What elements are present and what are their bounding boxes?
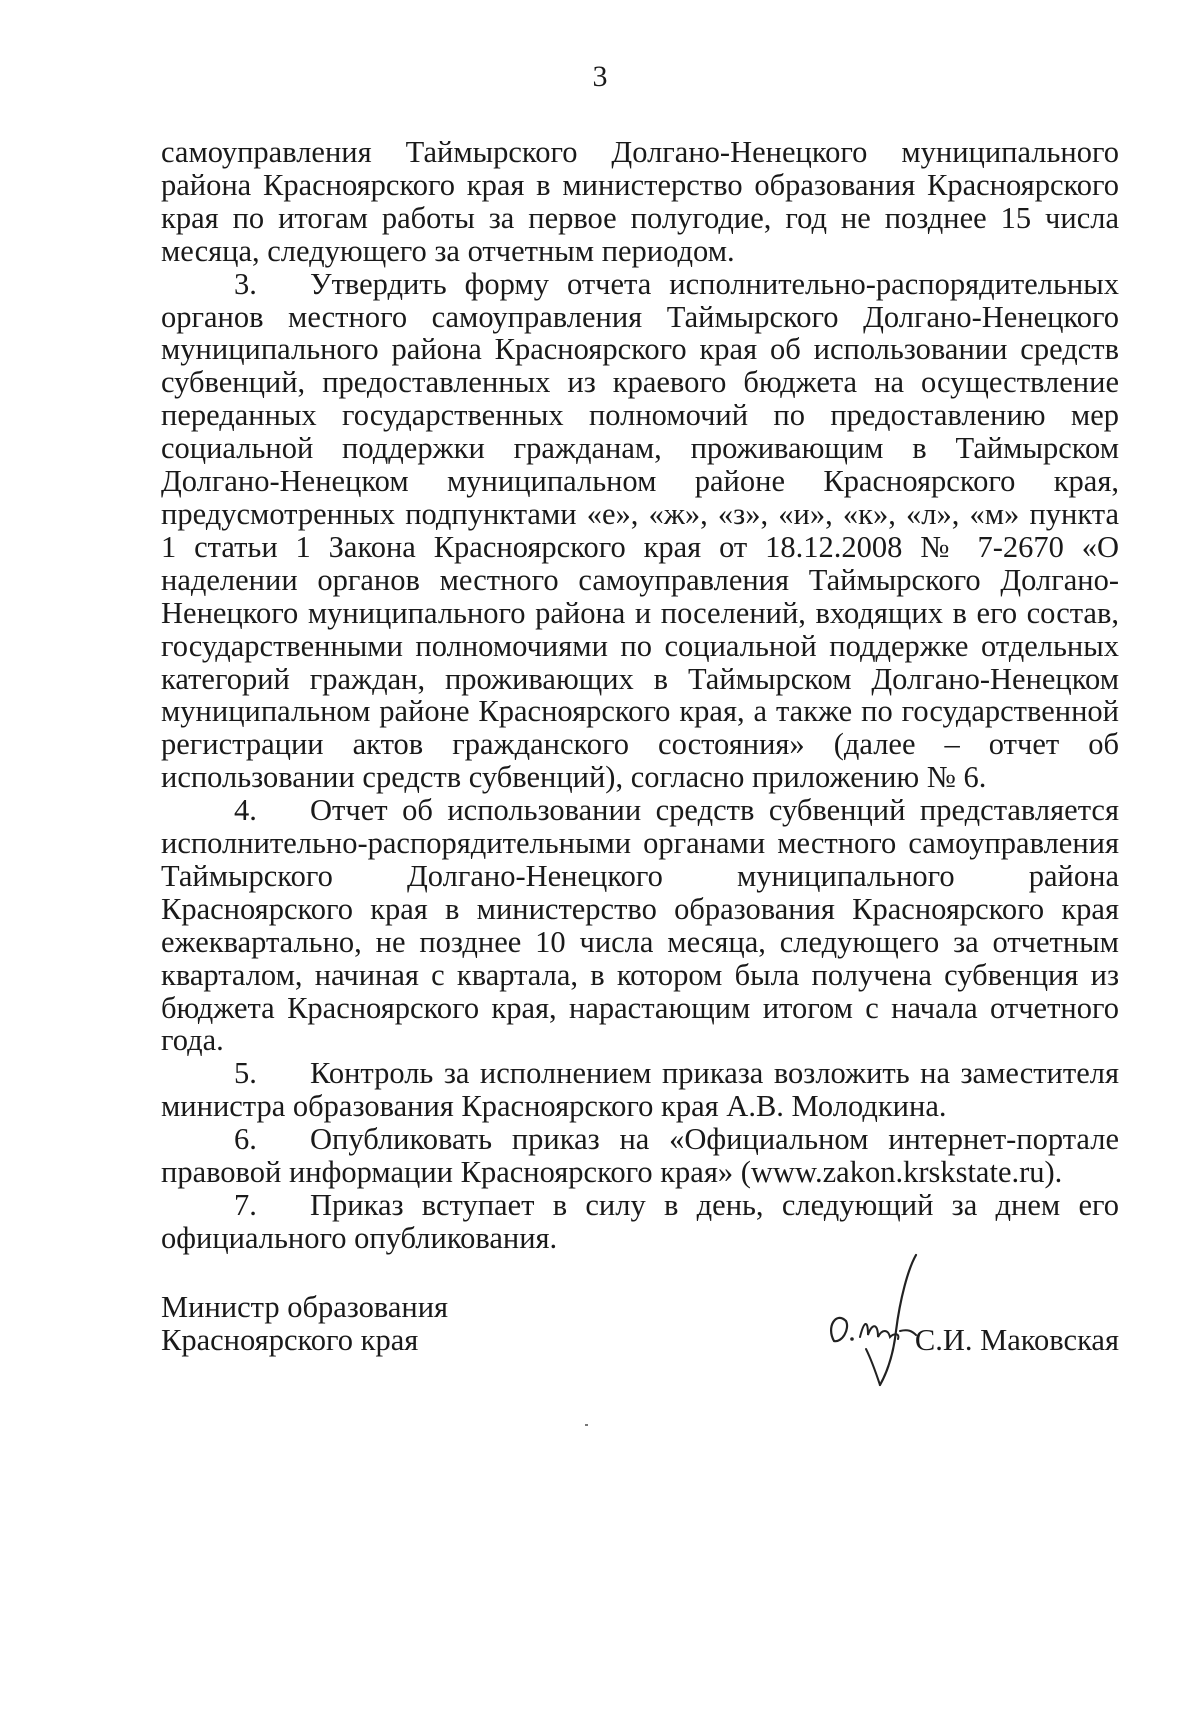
scan-speck bbox=[585, 1424, 588, 1426]
paragraph-item-7 bbox=[161, 1189, 1119, 1255]
paragraph-item-5 bbox=[161, 1057, 1119, 1123]
paragraph-text: Утвердить форму отчета исполнительно-распорядительных органов местного самоуправления Таймырского Долгано-Ненецкого муниципального района Красноярского края об использовании средств субвенций, предоставленных из краевого бюджета на осуществление переданных государственных полномочий по предоставлению мер социальной поддержки гражданам, проживающим в Таймырском Долгано-Ненецком муниципальном районе Красноярского края, предусмотренных подпунктами «е», «ж», «з», «и», «к», «л», «м» пункта 1 статьи 1 Закона Красноярского края от 18.12.2008 № 7-2670 «О наделении органов местного самоуправления Таймырского Долгано-Ненецкого муниципального района и поселений, входящих в его состав, государственными полномочиями по социальной поддержке отдельных категорий граждан, проживающих в Таймырском Долгано-Ненецком муниципальном районе Красноярского края, а также по государственной регистрации актов гражданского состояния» (далее – отчет об использовании средств субвенций), согласно приложению № 6. bbox=[161, 266, 1119, 795]
document-body bbox=[161, 136, 1119, 1255]
paragraph-text: Отчет об использовании средств субвенций представляется исполнительно-распорядительными органами местного самоуправления Таймырского Долгано-Ненецкого муниципального района Красноярского края в министерство образования Красноярского края ежеквартально, не позднее 10 числа месяца, следующего за отчетным кварталом, начиная с квартала, в котором была получена субвенция из бюджета Красноярского края, нарастающим итогом с начала отчетного года. bbox=[161, 793, 1119, 1058]
paragraph-item-4 bbox=[161, 794, 1119, 1057]
page-number: 3 bbox=[592, 60, 608, 93]
handwritten-signature-icon bbox=[816, 1249, 966, 1389]
item-number: 7. bbox=[234, 1188, 257, 1222]
paragraph-text: Опубликовать приказ на «Официальном интернет-портале правовой информации Красноярского края» (www.zakon.krskstate.ru). bbox=[161, 1122, 1119, 1190]
position-line: Министр образования bbox=[161, 1290, 449, 1324]
paragraph-text: самоуправления Таймырского Долгано-Ненецкого муниципального района Красноярского края в министерство образования Красноярского края по итогам работы за первое полугодие, год не позднее 15 числа месяца, следующего за отчетным периодом. bbox=[161, 135, 1119, 268]
paragraph-item-6 bbox=[161, 1123, 1119, 1189]
signatory-position bbox=[161, 1291, 448, 1357]
paragraph-text: Контроль за исполнением приказа возложить на заместителя министра образования Красноярского края А.В. Молодкина. bbox=[161, 1056, 1119, 1124]
signatory-name: С.И. Маковская bbox=[914, 1323, 1119, 1357]
signature-block bbox=[161, 1291, 1119, 1381]
position-line: Красноярского края bbox=[161, 1323, 419, 1357]
paragraph-continuation bbox=[161, 136, 1119, 268]
item-number: 4. bbox=[234, 793, 257, 828]
item-number: 6. bbox=[234, 1122, 257, 1157]
item-number: 3. bbox=[234, 266, 257, 301]
paragraph-text: Приказ вступает в силу в день, следующий за днем его официального опубликования. bbox=[161, 1188, 1119, 1255]
paragraph-item-3 bbox=[161, 268, 1119, 795]
item-number: 5. bbox=[234, 1056, 257, 1091]
